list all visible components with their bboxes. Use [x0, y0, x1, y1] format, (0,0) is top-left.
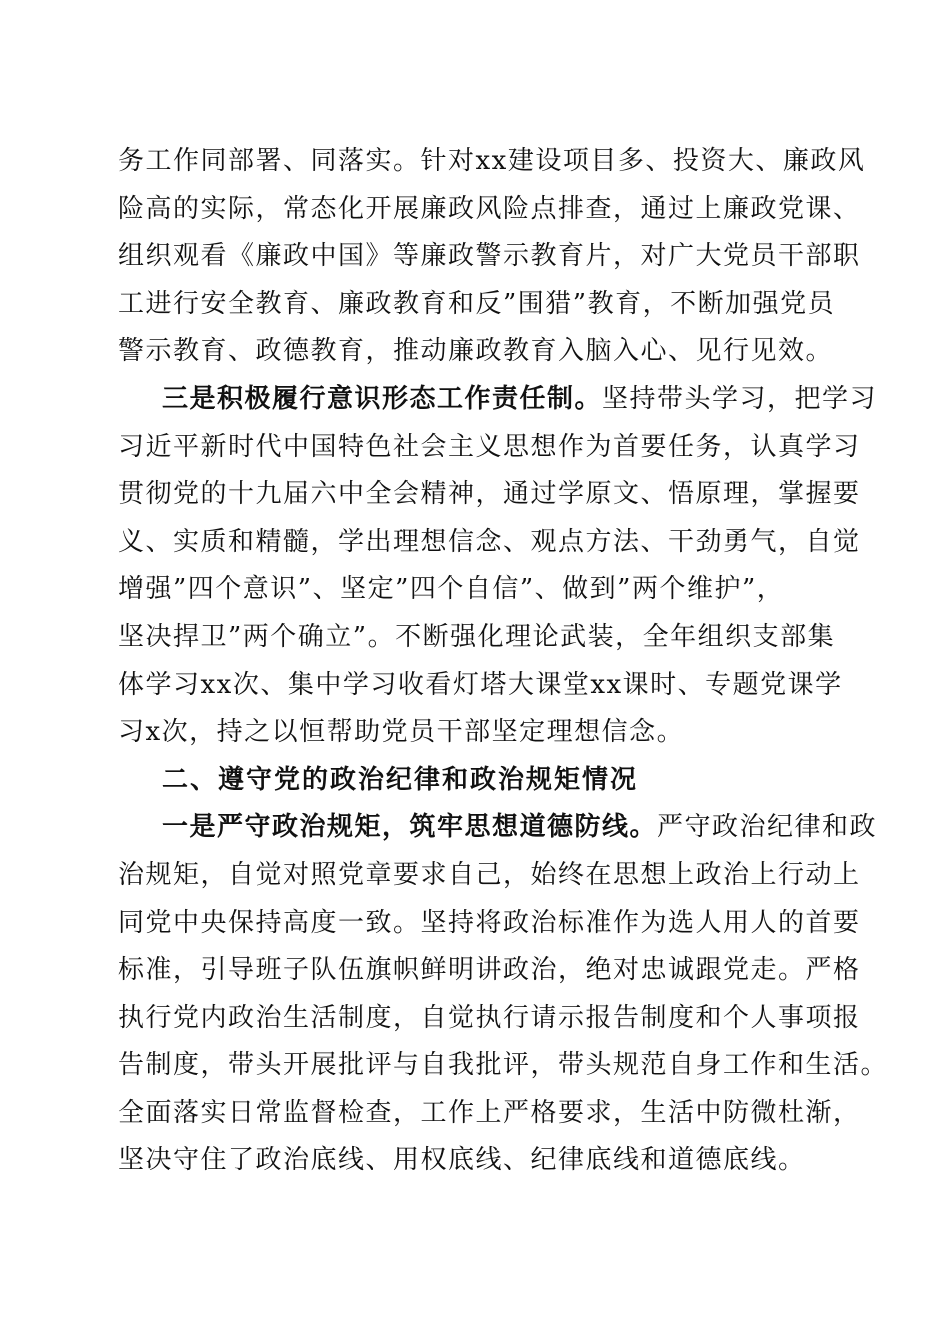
paragraph-2-lead: 三是积极履行意识形态工作责任制。	[162, 383, 603, 414]
paragraph-3-line: 执行党内政治生活制度，自觉执行请示报告制度和个人事项报	[118, 1002, 861, 1033]
paragraph-2-first-line	[118, 376, 878, 424]
paragraph-3-line: 坚决守住了政治底线、用权底线、纪律底线和道德底线。	[118, 1145, 806, 1176]
paragraph-1-line: 工进行安全教育、廉政教育和反”围猎”教育，不断加强党员	[118, 288, 836, 319]
paragraph-3-line: 标准，引导班子队伍旗帜鲜明讲政治，绝对忠诚跟党走。严格	[118, 955, 861, 986]
paragraph-3	[118, 804, 889, 1185]
paragraph-3-line: 告制度，带头开展批评与自我批评，带头规范自身工作和生活。	[118, 1050, 889, 1081]
paragraph-1-line: 组织观看《廉政中国》等廉政警示教育片，对广大党员干部职	[118, 241, 861, 272]
paragraph-3-first-line-rest: 严守政治纪律和政	[657, 812, 878, 843]
section-heading: 二、遵守党的政治纪律和政治规矩情况	[162, 764, 639, 795]
section-heading-block	[118, 757, 838, 805]
paragraph-3-lead: 一是严守政治规矩，筑牢思想道德防线。	[162, 812, 658, 843]
paragraph-2	[118, 376, 878, 757]
paragraph-2-line: 坚决捍卫”两个确立”。不断强化理论武装，全年组织支部集	[118, 621, 836, 652]
paragraph-2-line: 贯彻党的十九届六中全会精神，通过学原文、悟原理，掌握要	[118, 479, 861, 510]
paragraph-2-line: 习近平新时代中国特色社会主义思想作为首要任务，认真学习	[118, 431, 861, 462]
paragraph-3-first-line	[118, 804, 878, 852]
paragraph-2-line: 习x次，持之以恒帮助党员干部坚定理想信念。	[118, 717, 685, 748]
paragraph-2-line: 体学习xx次、集中学习收看灯塔大课堂xx课时、专题党课学	[118, 669, 843, 700]
paragraph-1	[118, 138, 866, 376]
paragraph-3-line: 同党中央保持高度一致。坚持将政治标准作为选人用人的首要	[118, 907, 861, 938]
paragraph-1-line: 务工作同部署、同落实。针对xx建设项目多、投资大、廉政风	[118, 146, 866, 176]
paragraph-3-line: 治规矩，自觉对照党章要求自己，始终在思想上政治上行动上	[118, 859, 861, 890]
paragraph-3-line: 全面落实日常监督检查，工作上严格要求，生活中防微杜渐，	[118, 1097, 861, 1128]
paragraph-2-line: 增强”四个意识”、坚定”四个自信”、做到”两个维护”，	[118, 574, 785, 605]
paragraph-1-line: 警示教育、政德教育，推动廉政教育入脑入心、见行见效。	[118, 336, 834, 367]
paragraph-2-line: 义、实质和精髓，学出理想信念、观点方法、干劲勇气，自觉	[118, 526, 861, 557]
paragraph-2-first-line-rest: 坚持带头学习，把学习	[602, 383, 878, 414]
document-body	[118, 138, 889, 1185]
paragraph-1-line: 险高的实际，常态化开展廉政风险点排查，通过上廉政党课、	[118, 193, 861, 224]
